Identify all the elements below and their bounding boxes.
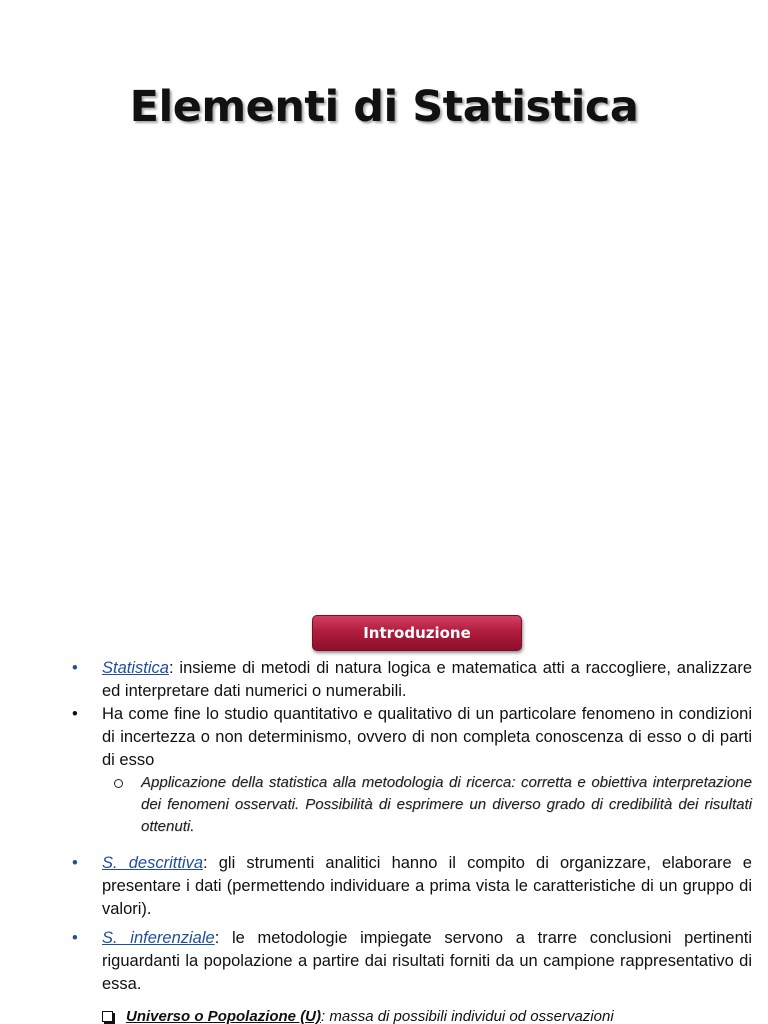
section-badge: Introduzione xyxy=(312,615,522,651)
list-item-fine xyxy=(72,703,752,772)
definition-universo: : massa di possibili individui od osservazioni xyxy=(321,1008,614,1024)
list-item-inferenziale xyxy=(72,927,752,996)
definition-descrittiva: : gli strumenti analitici hanno il compito di organizzare, elaborare e presentare i dati (permettendo individuare a prima vista le caratteristiche di un gruppo di valori). xyxy=(102,854,752,918)
term-statistica: Statistica xyxy=(102,659,169,677)
list-item-universo xyxy=(72,1006,752,1024)
definition-inferenziale: : le metodologie impiegate servono a trarre conclusioni pertinenti riguardanti la popolazione a partire dai risultati forniti da un campione rappresentativo di essa. xyxy=(102,929,752,993)
bullet-icon: • xyxy=(72,854,78,872)
sub-item-applicazione xyxy=(72,772,752,838)
checkbox-bullet-icon xyxy=(102,1011,113,1022)
circle-bullet-icon xyxy=(114,779,123,788)
bullet-icon: • xyxy=(72,929,78,947)
page-title: Elementi di Statistica xyxy=(129,82,639,132)
content-list xyxy=(72,657,752,1024)
text-fine: Ha come fine lo studio quantitativo e qualitativo di un particolare fenomeno in condizioni di incertezza o non determinismo, ovvero di non completa conoscenza di esso o di parti di esso xyxy=(102,705,752,769)
text-applicazione: Applicazione della statistica alla metodologia di ricerca: corretta e obiettiva interpretazione dei fenomeni osservati. Possibilità di esprimere un diverso grado di credibilità dei risultati ottenuti. xyxy=(141,774,752,835)
bullet-icon: • xyxy=(72,659,78,677)
bullet-icon: • xyxy=(72,705,78,723)
term-universo: Universo o Popolazione (U) xyxy=(126,1008,322,1024)
definition-statistica: : insieme di metodi di natura logica e matematica atti a raccogliere, analizzare ed interpretare dati numerici o numerabili. xyxy=(102,659,752,700)
term-inferenziale: S. inferenziale xyxy=(102,929,215,947)
list-item-statistica xyxy=(72,657,752,703)
term-descrittiva: S. descrittiva xyxy=(102,854,204,872)
list-item-descrittiva xyxy=(72,852,752,921)
